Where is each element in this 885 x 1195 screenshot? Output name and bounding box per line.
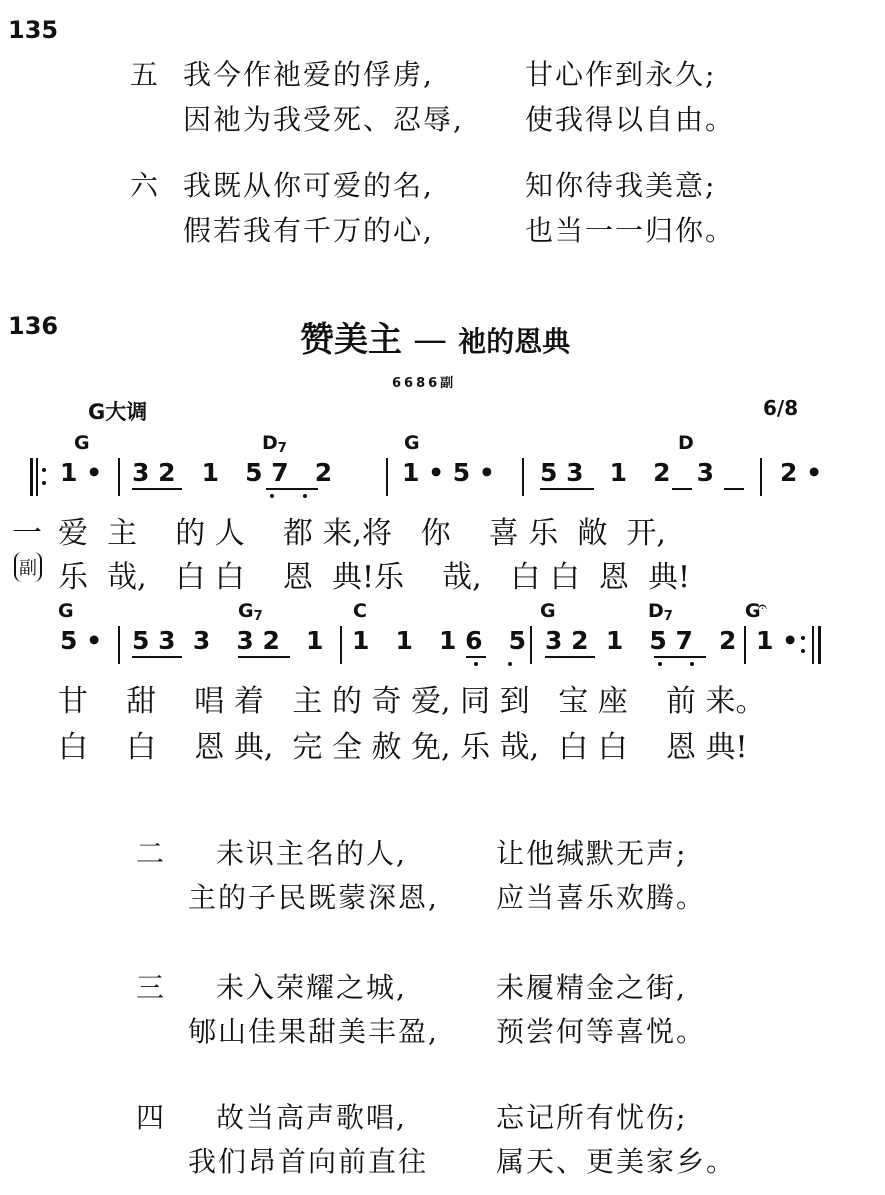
verse-number: 六 (130, 169, 161, 202)
repeat-start-thick (30, 458, 33, 496)
verse-line: 主的子民既蒙深恩, (188, 881, 439, 914)
notes-measure: 1 • (756, 626, 799, 655)
beam (545, 656, 595, 658)
verse-line: 知你待我美意; (525, 169, 717, 202)
hymn-title (300, 312, 570, 361)
lyrics-verse-1: 爱 主 的 人 都 来,将 你 喜 乐 敞 开, (58, 516, 666, 551)
octave-dot (658, 662, 662, 666)
chord: G (404, 432, 420, 454)
notes-measure: 5 3 1 2 3 (540, 458, 715, 487)
hymn-number-136: 136 (8, 312, 59, 340)
chord: $D_7$ (262, 432, 287, 456)
chord: D (678, 432, 694, 454)
verse-line: 让他缄默无声; (496, 837, 688, 870)
barline (522, 458, 524, 496)
verse-line: 也当一一归你。 (525, 214, 736, 247)
beam (654, 656, 706, 658)
verse-number: 三 (136, 971, 167, 1004)
chord: G (74, 432, 90, 454)
octave-dot (303, 494, 307, 498)
chord: G (58, 600, 74, 622)
repeat-start-thin (36, 458, 38, 496)
verse-number: 二 (136, 837, 167, 870)
beam (238, 656, 290, 658)
verse-line: 因祂为我受死、忍辱, (183, 103, 464, 136)
octave-dot (474, 662, 478, 666)
title-dash: — (413, 320, 448, 360)
notes-measure: 3 2 1 5 7 2 (545, 626, 737, 655)
octave-dot (508, 662, 512, 666)
verse-number: 五 (130, 58, 161, 91)
chord: G (745, 600, 761, 622)
verse-mark: 一 (12, 516, 42, 551)
hymn-number-135: 135 (8, 16, 59, 44)
barline (386, 458, 388, 496)
beam (466, 656, 486, 658)
octave-dot (690, 662, 694, 666)
lyrics-chorus: 乐 哉, 白 白 恩 典!乐 哉, 白 白 恩 典! (58, 560, 691, 595)
verse-line: 我今作祂爱的俘虏, (183, 58, 434, 91)
verse-line: 我既从你可爱的名, (183, 169, 434, 202)
repeat-end-thin (812, 626, 814, 664)
lyrics-chorus: 白 白 恩 典, 完 全 赦 免, 乐 哉, 白 白 恩 典! (58, 730, 748, 765)
notes-measure: 5 • (60, 626, 103, 655)
verse-line: 郇山佳果甜美丰盈, (188, 1015, 439, 1048)
fermata-icon: 𝄐 (758, 597, 767, 616)
barline (744, 626, 746, 664)
barline (118, 458, 120, 496)
verse-line: 未入荣耀之城, (216, 971, 407, 1004)
beam (266, 488, 318, 490)
notes-measure: 2 • (780, 458, 823, 487)
chord: G (540, 600, 556, 622)
repeat-end-thick (818, 626, 821, 664)
barline (530, 626, 532, 664)
verse-line: 属天、更美家乡。 (496, 1145, 737, 1178)
verse-line: 预尝何等喜悦。 (496, 1015, 707, 1048)
notes-measure: 1 • (60, 458, 103, 487)
verse-line: 忘记所有忧伤; (496, 1101, 688, 1134)
verse-number: 四 (136, 1101, 167, 1134)
verse-line: 使我得以自由。 (525, 103, 736, 136)
time-signature: 6/8 (763, 396, 799, 420)
beam (132, 656, 182, 658)
notes-measure: 3 2 1 5 7 2 (132, 458, 333, 487)
verse-line: 应当喜乐欢腾。 (496, 881, 707, 914)
beam (672, 488, 692, 490)
chord: $D_7$ (648, 600, 673, 624)
repeat-dot (801, 636, 805, 640)
notes-measure: 1 1 1 6 5 (352, 626, 527, 655)
octave-dot (270, 494, 274, 498)
lyrics-verse-1: 甘 甜 唱 着 主 的 奇 爱, 同 到 宝 座 前 来。 (58, 684, 766, 719)
verse-line: 故当高声歌唱, (216, 1101, 407, 1134)
beam (132, 488, 182, 490)
barline (118, 626, 120, 664)
key-signature: G大调 (88, 400, 148, 424)
verse-line: 我们昂首向前直往 (188, 1145, 429, 1178)
chord: $G_7$ (238, 600, 263, 624)
barline (340, 626, 342, 664)
title-sub: 祂的恩典 (458, 325, 571, 358)
verse-line: 假若我有千万的心, (183, 214, 434, 247)
barline (760, 458, 762, 496)
verse-line: 未履精金之街, (496, 971, 687, 1004)
notes-measure: 5 3 3 3 2 1 (132, 626, 324, 655)
repeat-dot (42, 468, 46, 472)
chorus-mark: 副 (14, 552, 42, 582)
beam (540, 488, 594, 490)
repeat-dot (42, 481, 46, 485)
chord: C (353, 600, 367, 622)
notes-measure: 1 • 5 • (402, 458, 495, 487)
verse-line: 甘心作到永久; (525, 58, 717, 91)
meter: 6686副 (392, 376, 457, 391)
title-main: 赞美主 (300, 320, 402, 360)
repeat-dot (801, 649, 805, 653)
verse-line: 未识主名的人, (216, 837, 407, 870)
beam (724, 488, 744, 490)
